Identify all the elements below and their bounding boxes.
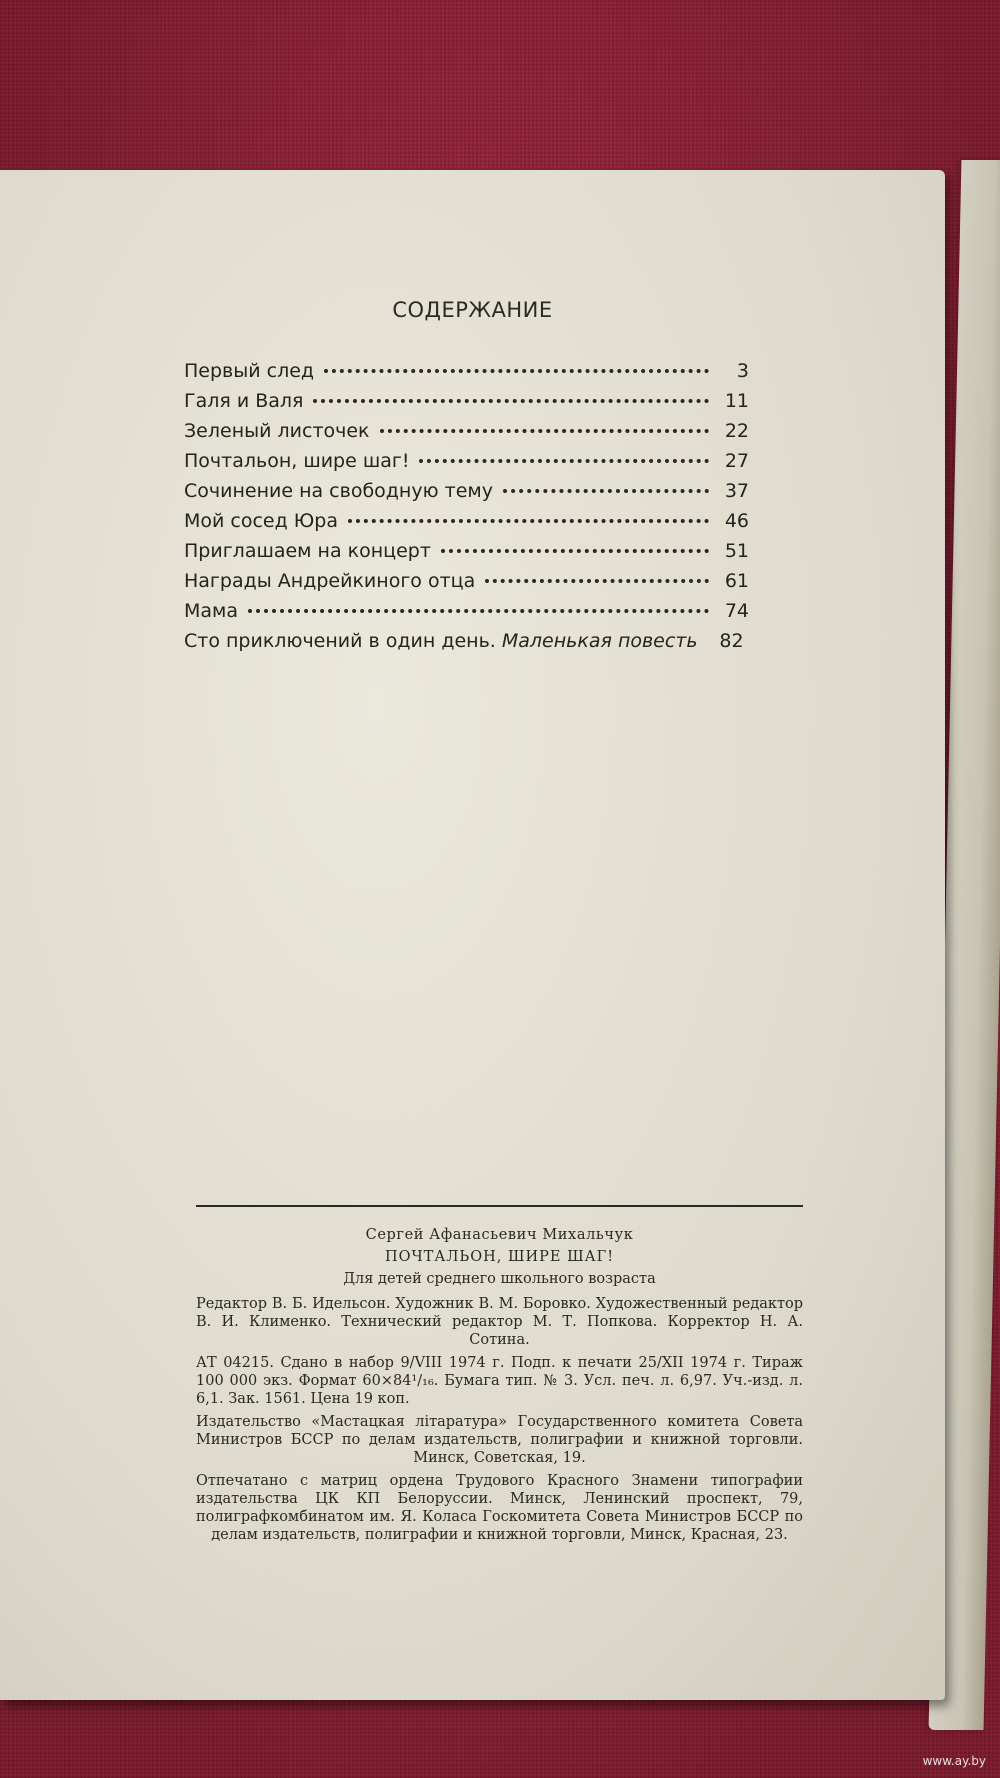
imprint-book-title: ПОЧТАЛЬОН, ШИРЕ ШАГ! bbox=[384, 1249, 615, 1265]
toc-leader-dots bbox=[441, 548, 709, 553]
toc-entry-page: 11 bbox=[724, 390, 749, 412]
toc-entry bbox=[184, 540, 749, 570]
toc-entry-page: 82 bbox=[719, 630, 744, 652]
toc-entry-page: 27 bbox=[724, 450, 749, 472]
toc-entry bbox=[184, 480, 749, 510]
toc-entry bbox=[184, 510, 749, 540]
toc-leader-dots bbox=[248, 608, 709, 613]
toc-leader-dots bbox=[419, 458, 709, 463]
imprint-author: Сергей Афанасьевич Михальчук bbox=[365, 1227, 634, 1243]
watermark: www.ay.by bbox=[922, 1754, 986, 1768]
toc-entry bbox=[184, 600, 749, 630]
table-of-contents bbox=[184, 360, 749, 660]
toc-entry-subtitle: Маленькая повесть bbox=[501, 630, 698, 652]
toc-leader-dots bbox=[503, 488, 709, 493]
toc-entry-page: 46 bbox=[724, 510, 749, 532]
toc-entry-title: Почтальон, шире шаг! bbox=[184, 450, 410, 472]
toc-entry-page: 74 bbox=[724, 600, 749, 622]
toc-entry-page: 37 bbox=[724, 480, 749, 502]
divider-rule bbox=[196, 1205, 803, 1207]
toc-entry bbox=[184, 390, 749, 420]
imprint bbox=[196, 1224, 803, 1544]
toc-leader-dots bbox=[313, 398, 709, 403]
toc-entry-title: Сто приключений в один день. Маленькая повесть bbox=[184, 630, 698, 652]
toc-entry-title: Мама bbox=[184, 600, 239, 622]
toc-entry bbox=[184, 450, 749, 480]
toc-entry-title: Галя и Валя bbox=[184, 390, 304, 412]
imprint-print-info: АТ 04215. Сдано в набор 9/VIII 1974 г. Подп. к печати 25/XII 1974 г. Тираж 100 000 экз. Формат 60×84¹/₁₆. Бумага тип. № 3. Усл. печ. л. 6,97. Уч.-изд. л. 6,1. Зак. 1561. Цена 19 коп. bbox=[196, 1355, 803, 1407]
toc-entry bbox=[184, 420, 749, 450]
toc-entry-title: Мой сосед Юра bbox=[184, 510, 339, 532]
imprint-publisher: Издательство «Мастацкая літаратура» Государственного комитета Совета Министров БССР по делам издательств, полиграфии и книжной торговли. Минск, Советская, 19. bbox=[196, 1414, 803, 1466]
toc-entry-title: Приглашаем на концерт bbox=[184, 540, 431, 562]
toc-entry bbox=[184, 360, 749, 390]
toc-leader-dots bbox=[380, 428, 709, 433]
toc-entry-title: Первый след bbox=[184, 360, 315, 382]
toc-leader-dots bbox=[485, 578, 709, 583]
toc-entry-title: Сочинение на свободную тему bbox=[184, 480, 493, 502]
toc-entry-title: Награды Андрейкиного отца bbox=[184, 570, 476, 592]
toc-entry-page: 3 bbox=[736, 360, 749, 382]
toc-leader-dots bbox=[348, 518, 709, 523]
contents-title: СОДЕРЖАНИЕ bbox=[392, 298, 553, 322]
toc-entry bbox=[184, 570, 749, 600]
imprint-editors: Редактор В. Б. Идельсон. Художник В. М. Боровко. Художественный редактор В. И. Клименко. Технический редактор М. Т. Попкова. Корректор Н. А. Сотина. bbox=[196, 1296, 803, 1348]
toc-entry-page: 22 bbox=[724, 420, 749, 442]
toc-leader-dots bbox=[324, 368, 709, 373]
imprint-printer: Отпечатано с матриц ордена Трудового Красного Знамени типографии издательства ЦК КП Белоруссии. Минск, Ленинский проспект, 79, полиграфкомбинатом им. Я. Коласа Госкомитета Совета Министров БССР по делам издательств, полиграфии и книжной торговли, Минск, Красная, 23. bbox=[196, 1473, 803, 1543]
toc-entry-page: 51 bbox=[724, 540, 749, 562]
toc-entry-page: 61 bbox=[724, 570, 749, 592]
toc-entry bbox=[184, 630, 749, 660]
toc-entry-title: Зеленый листочек bbox=[184, 420, 370, 442]
book-page bbox=[0, 170, 945, 1700]
imprint-audience: Для детей среднего школьного возраста bbox=[343, 1271, 656, 1287]
